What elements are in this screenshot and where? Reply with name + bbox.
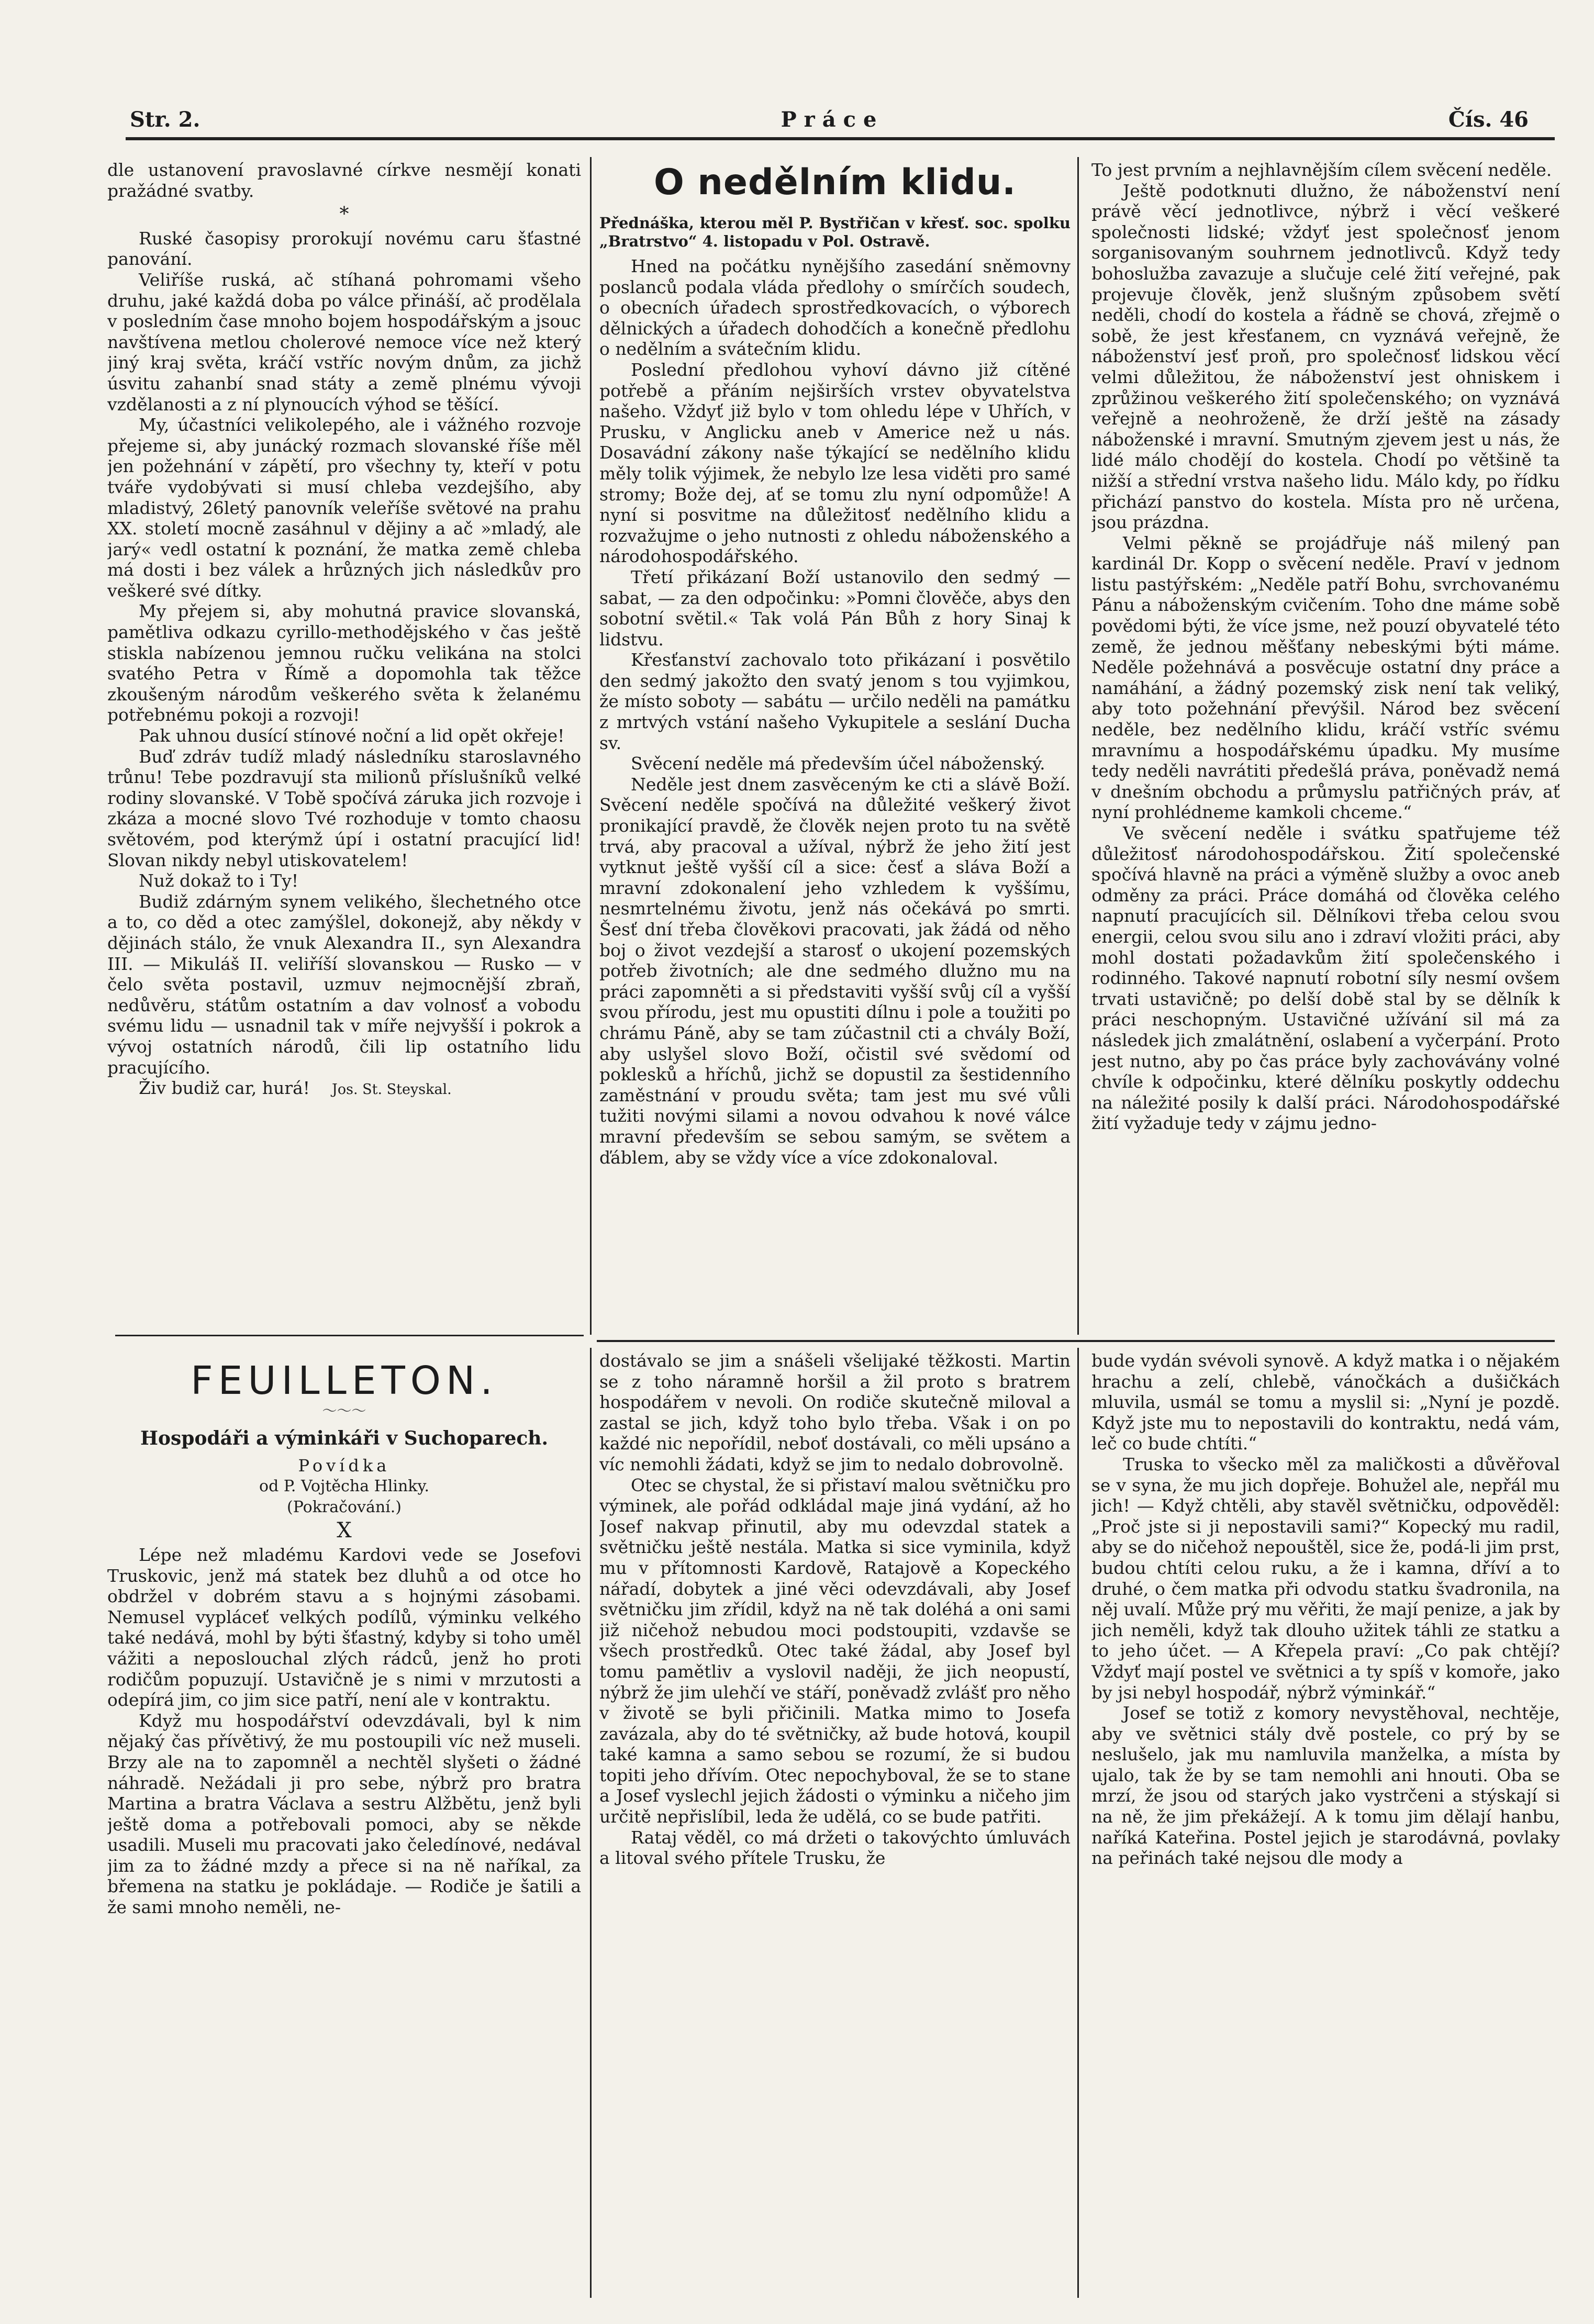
paragraph: Ve svěcení neděle i svátku spatřujeme též důležitosť národohospodářskou. Žití společenské spočívá hlavně na práci a výměně služby a ovoc aneb odměny za práci. Práce domáhá od člověka celého napnutí pracujících sil. Dělníkovi třeba celou svou energii, celou svou silu ano i zdraví vložiti práci, aby mohl dostati požadavkům žití společenského i rodinného. Takové napnutí robotní síly nesmí ovšem trvati ustavičně; po delší době stal by se dělník k práci neschopným. Ustavičné užívání sil má za následek jich zmalátnění, oslabení a vyčerpání. Proto jest nutno, aby po čas práce byly zachovávány volné chvíle k odpočinku, které dělníku poskytly oddechu na náležité posily k další práci. Národohospodářské žití vyžaduje tedy v zájmu jedno- (1091, 823, 1560, 1134)
paragraph: Neděle jest dnem zasvěceným ke cti a slávě Boží. Svěcení neděle spočívá na důležité veškerý život pronikající pravdě, že člověk nejen proto tu na světě trvá, aby pracoval a užíval, nýbrž že jeho žití jest vytknut ještě vyšší cíl a sice: česť a sláva Boží a mravní zdokonalení jeho vzhledem k vyššímu, nesmrtelnému životu, jenž nás očekává po smrti. Šesť dní třeba člověkovi pracovati, jak žádá od něho boj o život vezdejší a starosť o ukojení pozemských potřeb životních; ale dne sedmého dlužno mu na práci zapomněti a si představiti vyšší svůj cíl a vyšší svou přírodu, jest mu opustiti dílnu i pole a toužiti po chrámu Páně, aby se tam zúčastnil cti a chvály Boží, aby uslyšel slovo Boží, očistil své svědomí od poklesků a hříchů, jichž se dopustil za šestidenního zaměstnání v proudu světa; tam jest mu své vůli tužiti novými silami a novou odvahou k nové válce mravní především se sebou samým, se světem a ďáblem, aby se vždy více a více zdokonaloval. (599, 774, 1071, 1168)
column-divider (1077, 157, 1079, 1335)
feuilleton-rule (115, 1335, 584, 1336)
paragraph: Rataj věděl, co má držeti o takovýchto úmluvách a litoval svého přítele Trusku, že (599, 1827, 1071, 1869)
closing-line (107, 1078, 581, 1100)
paragraph: Hned na počátku nynějšího zasedání sněmovny poslanců podala vláda předlohy o smírčích soudech, o obecních úřadech sprostředkovacích, o výborech dělnických a úřadech dohodčích a konečně předlohu o nedělním a svátečním klidu. (599, 256, 1071, 360)
paragraph: bude vydán svévoli synově. A když matka i o nějakém hrachu a zelí, chlebě, vánočkách a dušičkách mluvila, usmál se tomu a myslil si: „Nyní je pozdě. Když jste mu to nepostavili do kontraktu, nedá vám, leč co bude chtíti.“ (1091, 1350, 1560, 1454)
paragraph: Ruské časopisy prorokují novému caru šťastné panování. (107, 228, 581, 270)
paragraph: Otec se chystal, že si přistaví malou světničku pro výminek, ale pořád odkládal maje jiná vydání, až ho Josef nakvap přinutil, aby mu odevzdal statek a světničku ještě nestála. Matka si sice vyminila, když mu v přítomnosti Kardově, Ratajově a Kopeckého nářadí, dobytek a jiné věci odevzdávali, aby Josef světničku jim zřídil, když na ně tak doléhá a oni sami již ničehož nebudou moci podstoupiti, vzdavše se všech prostředků. Otec také žádal, aby Josef byl tomu pamětliv a vyslovil naději, že jich neopustí, nýbrž že jim ulehčí ve stáří, poněvadž zvlášť pro něho v životě se byli přičinili. Matka mimo to Josefa zavázala, aby do té světničky, až bude hotová, koupil také kamna a samo sebou se rozumí, že si budou topiti jeho dřívím. Otec nepochyboval, že se to stane a Josef vyslechl jejich žádosti o výminku a ničeho jim určitě nepřislíbil, leda že udělá, co se bude patřiti. (599, 1474, 1071, 1827)
signature: Jos. St. Steyskal. (332, 1081, 452, 1098)
paragraph: Budiž zdárným synem velikého, šlechetného otce a to, co děd a otec zamýšlel, dokonejž, aby někdy v dějinách stálo, že vnuk Alexandra II., syn Alexandra III. — Mikuláš II. veliříší slovanskou — Rusko — v čelo světa postavil, uzmuv nejmocnější zbraň, nedůvěru, státům ostatním a dav volnosť a vobodu svému lidu — usnadnil tak v míře nejvyšší i pokrok a vývoj ostatních národů, čili lip ostatního lidu pracujícího. (107, 891, 581, 1078)
ornament: 〜〜〜 (322, 1402, 366, 1420)
feuilleton-column-1 (107, 1343, 581, 2300)
paragraph: Svěcení neděle má především účel náboženský. (631, 753, 1045, 774)
story-genre: Povídka (298, 1455, 391, 1476)
paragraph: Křesťanství zachovalo toto přikázaní i posvětilo den sedmý jakožto den svatý jenom s tou vyjimkou, že místo soboty — sabátu — určilo neděli na památku z mrtvých vstání našeho Vykupitele a seslání Ducha sv. (599, 650, 1071, 753)
column-3 (1091, 160, 1560, 1327)
paragraph: Třetí přikázaní Boží ustanovilo den sedmý — sabat, — za den odpočinku: »Pomni člověče, abys den sobotní světil.« Tak volá Pán Bůh z hory Sinaj k lidstvu. (599, 566, 1071, 650)
paragraph: Ještě podotknuti dlužno, že náboženství není právě věcí jednotlivce, nýbrž i věcí veškeré společnosti lidské; vždyť jest společnosť jenom sorganisovaným souhrnem jednotlivců. Když tedy bohoslužba zavazuje a slučuje celé žití veřejné, pak projevuje člověk, jenž slušným způsobem světí neděli, chodí do kostela a řádně se chová, zřejmě o sobě, že jest křesťanem, cn vyznává veřejně, že náboženství jesť proň, pro společnosť lidskou věcí velmi důležitou, že náboženství jest ohniskem i zprůžinou veškerého žití společenského; on vyznává veřejně a neohroženě, že drží ještě na zásady náboženské i mravní. Smutným zjevem jest u nás, že lidé málo chodějí do kostela. Chodí po většině ta nižší a střední vrstva našeho lidu. Málo kdy, po řídku přichází panstvo do kostela. Místa pro ně určena, jsou prázdna. (1091, 180, 1560, 533)
paragraph: Poslední předlohou vyhoví dávno již cítěné potřebě a přáním nejširších vrstev obyvatelstva našeho. Vždyť již bylo v tom ohledu lépe v Uhřích, v Prusku, v Anglicku aneb v Americe než u nás. Dosavádní zákony naše týkající se nedělního klidu měly tolik výjimek, že nebylo lze lesa viděti pro samé stromy; Bože dej, ať se tomu zlu nyní odpomůže! A nyní si posvitme na důležitosť nedělního klidu a rozvažujme o jeho nutnosti z ohledu náboženského a národohospodářského. (599, 359, 1071, 567)
paragraph: My, účastníci velikolepého, ale i vážného rozvoje přejeme si, aby junácký rozmach slovanské říše měl jen požehnání v zápětí, pro všechny ty, kteří v potu tváře vydobývati si musí chleba vezdejšího, aby mladistvý, 26letý panovník veleříše světové na prahu XX. století mocně zasáhnul v dějiny a ač »mladý, ale jarý« vedl ostatní k poznání, že matka země chleba má dosti i bez válek a hrůzných jich následkův pro veškeré své dítky. (107, 415, 581, 601)
column-divider (590, 157, 592, 1335)
paragraph: Truska to všecko měl za maličkosti a důvěřoval se v syna, že mu jich dopřeje. Bohužel ale, nepřál mu jich! — Když chtěli, aby stavěl světničku, odpověděl: „Proč jste si ji nepostavili sami?“ Kopecký mu radil, aby se do ničehož nepouštěl, sice že, podá-li jim prst, budou chtíti celou ruku, a že i kamna, dříví a to druhé, o čem matka při odvodu statku švadronila, na něj uvalí. Může prý mu věřiti, že mají penize, a jak by jich neměli, když tak dlouho užitek táhli ze statku a to jeho účet. — A Křepela praví: „Co pak chtějí? Vždyť mají postel ve světnici a ty spíš v komoře, jako by jsi nebyl hospodář, nýbrž výminkář.“ (1091, 1454, 1560, 1703)
paragraph: Buď zdráv tudíž mladý následníku staroslavného trůnu! Tebe pozdravují sta milionů příslušníků velké rodiny slovanské. V Tobě spočívá záruka jich rozvoje i zkáza a mocné slovo Tvé rozhoduje v tomto chaosu světovém, pod kterýmž úpí i ostatní pracující lid! Slovan nikdy nebyl utiskovatelem! (107, 746, 581, 870)
separator-star: * (339, 204, 349, 226)
paragraph: Když mu hospodářství odevzdávali, byl k nim nějaký čas přívětivý, že mu postoupili víc než museli. Brzy ale na to zapomněl a nechtěl slyšeti o žádné náhradě. Nežádali ji pro sebe, nýbrž pro bratra Martina a bratra Václava a sestru Alžbětu, jenž byli ještě doma a potřebovali pomoci, aby se někde usadili. Museli mu pracovati jako čeledínové, nedával jim za to žádné mzdy a přece si na ně naříkal, za břemena na statku je pokládaje. — Rodiče je šatili a že sami mnoho neměli, ne- (107, 1710, 581, 1918)
page-header (126, 102, 1539, 133)
paragraph: Veliříše ruská, ač stíhaná pohromami všeho druhu, jaké každá doba po válce přináší, ač prodělala v posledním čase mnoho bojem hospodářským a jsouc navštívena metlou cholerové nemoce více než který jiný kraj světa, kráčí vstříc novým dnům, za jichž úsvitu zahanbí snad státy a země plnému vývoji vzdělanosti a z ní plynoucích výhod se těšící. (107, 269, 581, 415)
newspaper-title: Práce (781, 107, 884, 132)
column-2 (599, 149, 1071, 1329)
feuilleton-column-2 (599, 1350, 1071, 2300)
issue-number: Čís. 46 (1448, 107, 1529, 132)
column-divider (1077, 1348, 1079, 2298)
story-title: Hospodáři a výminkáři v Suchoparech. (140, 1427, 548, 1449)
column-divider (590, 1348, 592, 2298)
paragraph: Nuž dokaž to i Ty! (139, 870, 299, 891)
continued-note: (Pokračování.) (287, 1498, 402, 1516)
article-title: O nedělním klidu. (653, 162, 1017, 203)
paragraph: Pak uhnou dusící stínové noční a lid opět okřeje! (139, 725, 565, 746)
header-rule (126, 137, 1555, 140)
feuilleton-column-3 (1091, 1350, 1560, 2300)
closing-text: Živ budiž car, hurá! (139, 1078, 310, 1099)
paragraph: Josef se totiž z komory nevystěhoval, nechtěje, aby ve světnici stály dvě postele, co prý by se neslušelo, jak mu namluvila manželka, a místa by ujalo, tak že by se tam nemohli ani hnouti. Oba se mrzí, že jsou od starých jako vystrčeni a stýskají si na ně, že jim překážejí. A k tomu jim dělají hanbu, naříká Kateřina. Postel jejich je starodávná, povlaky na peřinách také nejsou dle mody a (1091, 1703, 1560, 1869)
chapter-number: X (337, 1518, 352, 1543)
column-1 (107, 160, 581, 1327)
page-number: Str. 2. (130, 107, 200, 132)
paragraph: dostávalo se jim a snášeli všelijaké těžkosti. Martin se z toho náramně horšil a žil proto s bratrem hospodářem v nevoli. On rodiče skutečně miloval a zastal se jich, když toho bylo třeba. Však i on po každé nic nepořídil, neboť dostávali, co měli upsáno a víc nemohli žádati, když se jim to nedalo dobrovolně. (599, 1350, 1071, 1474)
feuilleton-heading: FEUILLETON. (191, 1358, 498, 1403)
section-rule (597, 1340, 1555, 1342)
story-author: od P. Vojtěcha Hlinky. (259, 1477, 429, 1496)
paragraph: To jest prvním a nejhlavnějším cílem svěcení neděle. (1091, 160, 1552, 180)
paragraph: Velmi pěkně se projádřuje náš milený pan kardinál Dr. Kopp o svěcení neděle. Praví v jednom listu pastýřském: „Neděle patří Bohu, svrchovanému Pánu a náboženským cvičením. Toho dne máme sobě povědomi býti, že více jsme, než pouzí obyvatelé této země, že jednou měšťany nebeskými býti máme. Neděle požehnává a posvěcuje ostatní dny práce a namáhání, a žádný pozemský zisk není tak veliký, aby toto požehnání převýšil. Národ bez svěcení neděle, bez nedělního klidu, kráčí vstříc svému mravnímu a hospodářskému úpadku. My musíme tedy neděli navrátiti předešlá práva, poněvadž nemá v dnešním obchodu a průmyslu patřičných práv, ať nyní prohlédneme kamkoli chceme.“ (1091, 532, 1560, 823)
paragraph: My přejem si, aby mohutná pravice slovanská, pamětliva odkazu cyrillo-methodějského v čas ještě stiskla nabízenou jemnou ručku velikána na stolci svatého Petra v Římě a dopomohla tak těžce zkoušeným národům veškerého světa k želanému potřebnému pokoji a rozvoji! (107, 601, 581, 725)
paragraph: Lépe než mladému Kardovi vede se Josefovi Truskovic, jenž má statek bez dluhů a od otce ho obdržel v dobrém stavu a s hojnými zásobami. Nemusel vypláceť velkých podílů, výminku velkého také nedává, mohl by býti šťastný, kdyby si toho uměl vážiti a neposlouchal zlých rádců, jenž ho proti rodičům popuzují. Ustavičně je s nimi v mrzutosti a odepírá jim, co jim sice patří, není ale v kontraktu. (107, 1544, 581, 1711)
paragraph: dle ustanovení pravoslavné církve nesmějí konati pražádné svatby. (107, 160, 581, 201)
article-subhead: Přednáška, kterou měl P. Bystřičan v křesť. soc. spolku „Bratrstvo“ 4. listopadu v Pol. Ostravě. (599, 214, 1071, 250)
